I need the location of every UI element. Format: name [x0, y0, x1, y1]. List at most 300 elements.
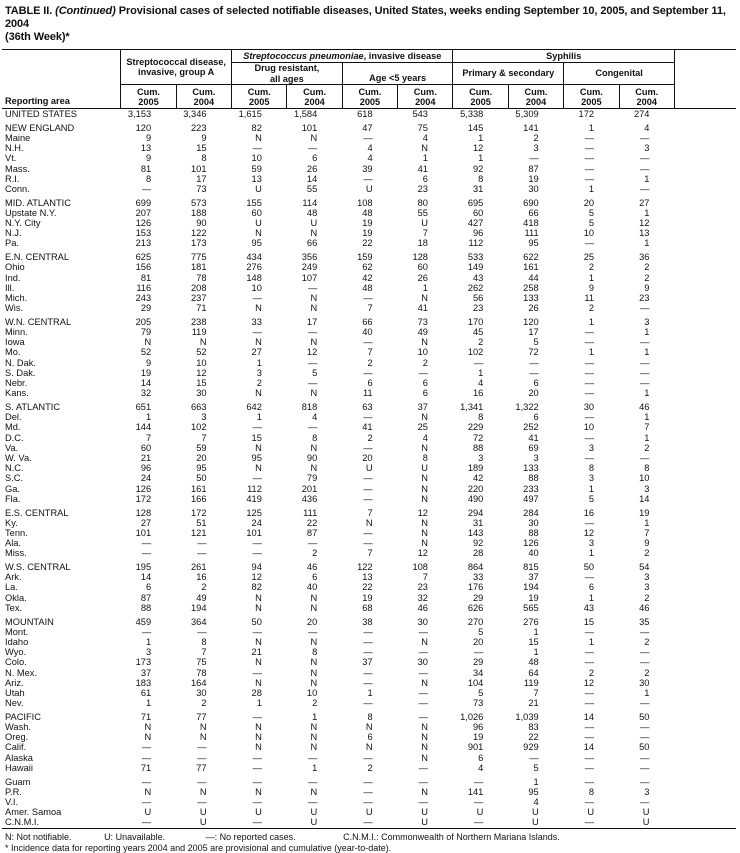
- value-cell: 122: [191, 228, 207, 239]
- value-cell: 96: [140, 463, 152, 474]
- pneumoniae-header: [232, 50, 453, 63]
- value-cell: 622: [523, 252, 539, 263]
- value-cell: —: [363, 173, 373, 184]
- value-cell: —: [363, 483, 373, 494]
- value-cell: —: [363, 412, 373, 423]
- value-cell: —: [584, 517, 595, 528]
- filler-cell: [674, 368, 736, 378]
- value-cell: N: [255, 388, 262, 399]
- value-cell: —: [584, 143, 595, 154]
- value-cell: 30: [528, 183, 539, 194]
- cum-header-1: Cum. 2005: [121, 85, 176, 109]
- value-cell: 2: [201, 582, 207, 593]
- filler-cell: [674, 582, 736, 592]
- reporting-area-cell: N.H.: [5, 143, 24, 154]
- filler-cell: [674, 637, 736, 647]
- table-row: [2, 763, 736, 773]
- congenital-header: Congenital: [564, 63, 675, 85]
- value-cell: 12: [417, 507, 428, 518]
- value-cell: —: [197, 548, 207, 559]
- reporting-area-cell: N. Dak.: [5, 357, 36, 368]
- filler-cell: [674, 273, 736, 283]
- value-cell: —: [307, 776, 318, 787]
- filler-cell: [674, 358, 736, 368]
- value-cell: 92: [472, 538, 484, 549]
- table-row: [2, 787, 736, 797]
- table-title-week: (36th Week)*: [5, 31, 70, 43]
- reporting-area-cell: P.R.: [5, 786, 22, 797]
- value-cell: —: [363, 493, 373, 504]
- value-cell: N: [310, 602, 318, 613]
- value-cell: 12: [251, 572, 262, 583]
- value-cell: 66: [306, 238, 318, 249]
- reporting-area-cell: Pa.: [5, 238, 19, 249]
- value-cell: 27: [251, 347, 262, 358]
- value-cell: 159: [357, 252, 373, 263]
- table-row: [2, 538, 736, 548]
- filler-cell: [674, 133, 736, 143]
- value-cell: 490: [467, 493, 484, 504]
- value-cell: —: [141, 538, 152, 549]
- value-cell: 40: [362, 327, 373, 338]
- value-cell: 48: [528, 657, 539, 668]
- value-cell: 4: [312, 412, 318, 423]
- value-cell: 565: [523, 602, 539, 613]
- value-cell: 7: [367, 548, 373, 559]
- value-cell: —: [418, 687, 428, 698]
- table-title-text: Provisional cases of selected notifiable diseases, United States, weeks ending September 10, 2005, and September 11, 2004: [5, 5, 726, 30]
- reporting-area-cell: Oreg.: [5, 732, 29, 743]
- filler-cell: [674, 763, 736, 773]
- value-cell: 79: [306, 473, 318, 484]
- value-cell: 8: [367, 711, 373, 722]
- cum-header-10: Cum. 2004: [619, 85, 674, 109]
- value-cell: 119: [523, 677, 539, 688]
- value-cell: 16: [472, 388, 484, 399]
- value-cell: 71: [140, 711, 152, 722]
- value-cell: 418: [523, 218, 539, 229]
- value-cell: 651: [135, 401, 152, 412]
- value-cell: 27: [140, 517, 152, 528]
- filler-cell: [674, 174, 736, 184]
- value-cell: 220: [467, 483, 484, 494]
- value-cell: 13: [639, 228, 650, 239]
- value-cell: —: [307, 143, 318, 154]
- value-cell: 9: [588, 282, 595, 293]
- value-cell: 44: [528, 272, 539, 283]
- value-cell: 497: [523, 493, 539, 504]
- value-cell: —: [640, 378, 650, 389]
- value-cell: 6: [312, 153, 318, 164]
- value-cell: 188: [191, 207, 207, 218]
- value-cell: 10: [583, 422, 595, 433]
- value-cell: 32: [417, 592, 428, 603]
- value-cell: 156: [135, 262, 152, 273]
- value-cell: 50: [196, 473, 207, 484]
- value-cell: —: [418, 698, 428, 709]
- value-cell: —: [474, 797, 484, 807]
- value-cell: 60: [417, 262, 428, 273]
- value-cell: —: [307, 282, 318, 293]
- value-cell: 133: [523, 292, 539, 303]
- value-cell: 5: [533, 337, 539, 348]
- cum-header-9: Cum. 2005: [564, 85, 619, 109]
- value-cell: 2: [588, 262, 595, 273]
- value-cell: 1: [588, 483, 595, 494]
- reporting-area-cell: Ariz.: [5, 677, 24, 688]
- value-cell: N: [310, 742, 318, 753]
- table-row: [2, 528, 736, 538]
- filler-cell: [674, 228, 736, 238]
- value-cell: 8: [312, 647, 318, 658]
- reporting-area-cell: Upstate N.Y.: [5, 207, 57, 218]
- value-cell: 14: [639, 493, 650, 504]
- value-cell: 4: [422, 132, 428, 143]
- value-cell: 50: [583, 562, 595, 573]
- table-row: [2, 627, 736, 637]
- value-cell: 33: [251, 316, 262, 327]
- drug-resistant-header: [232, 63, 343, 85]
- value-cell: N: [310, 337, 318, 348]
- table-row: [2, 358, 736, 368]
- reporting-area-cell: Hawaii: [5, 762, 33, 773]
- reporting-area-cell: MOUNTAIN: [5, 616, 54, 627]
- value-cell: 101: [135, 527, 152, 538]
- value-cell: 149: [467, 262, 484, 273]
- value-cell: 96: [472, 228, 484, 239]
- filler-cell: [674, 109, 736, 120]
- table-row: [2, 603, 736, 613]
- value-cell: 161: [191, 483, 207, 494]
- reporting-area-cell: Tenn.: [5, 527, 28, 538]
- value-cell: 2: [588, 667, 595, 678]
- value-cell: 19: [140, 367, 152, 378]
- value-cell: 2: [644, 272, 650, 283]
- value-cell: —: [141, 548, 152, 559]
- reporting-area-cell: W.N. CENTRAL: [5, 316, 72, 327]
- header-row-groups: [2, 50, 736, 63]
- value-cell: N: [310, 677, 318, 688]
- reporting-area-cell: Alaska: [5, 752, 33, 763]
- table-row: [2, 422, 736, 432]
- value-cell: 172: [578, 109, 595, 119]
- value-cell: 22: [306, 517, 318, 528]
- value-cell: 2: [644, 592, 650, 603]
- value-cell: 19: [362, 228, 373, 239]
- value-cell: —: [584, 657, 595, 668]
- value-cell: 8: [588, 786, 595, 797]
- value-cell: 238: [191, 316, 207, 327]
- value-cell: 262: [467, 282, 484, 293]
- value-cell: 41: [362, 422, 373, 433]
- value-cell: 1: [145, 698, 152, 709]
- value-cell: 48: [306, 207, 318, 218]
- value-cell: 19: [639, 507, 650, 518]
- reporting-area-cell: Md.: [5, 422, 21, 433]
- value-cell: 2: [201, 698, 207, 709]
- value-cell: 1: [478, 153, 484, 164]
- value-cell: 82: [251, 582, 262, 593]
- value-cell: —: [640, 752, 650, 763]
- reporting-area-cell: Del.: [5, 412, 22, 423]
- filler-header: [674, 50, 736, 109]
- value-cell: 120: [523, 316, 539, 327]
- value-cell: N: [310, 303, 318, 314]
- value-cell: —: [252, 473, 262, 484]
- value-cell: —: [307, 378, 318, 389]
- value-cell: 111: [303, 507, 318, 518]
- filler-cell: [674, 402, 736, 412]
- age-under5-header: Age <5 years: [342, 63, 453, 85]
- value-cell: —: [640, 698, 650, 709]
- value-cell: 1: [256, 698, 262, 709]
- value-cell: N: [310, 786, 318, 797]
- table-row: [2, 678, 736, 688]
- value-cell: 52: [196, 347, 207, 358]
- value-cell: 8: [644, 463, 650, 474]
- reporting-area-cell: Mo.: [5, 347, 21, 358]
- reporting-area-cell: E.N. CENTRAL: [5, 252, 70, 263]
- table-row: [2, 657, 736, 667]
- value-cell: 95: [251, 238, 262, 249]
- reporting-area-cell: Wis.: [5, 303, 24, 314]
- value-cell: 32: [140, 388, 152, 399]
- value-cell: 27: [639, 197, 650, 208]
- reporting-area-cell: NEW ENGLAND: [5, 122, 75, 133]
- value-cell: 9: [644, 538, 650, 549]
- value-cell: 16: [583, 507, 595, 518]
- value-cell: 194: [191, 602, 207, 613]
- value-cell: 8: [312, 432, 318, 443]
- filler-cell: [674, 668, 736, 678]
- value-cell: 1: [478, 367, 484, 378]
- value-cell: —: [307, 626, 318, 637]
- value-cell: N: [421, 722, 428, 733]
- value-cell: 10: [306, 687, 318, 698]
- value-cell: —: [584, 762, 595, 773]
- value-cell: —: [363, 527, 373, 538]
- value-cell: 8: [145, 173, 152, 184]
- reporting-area-cell: Nebr.: [5, 378, 28, 389]
- value-cell: 35: [639, 616, 650, 627]
- cum-header-6: Cum. 2004: [398, 85, 453, 109]
- value-cell: N: [421, 527, 428, 538]
- filler-cell: [674, 572, 736, 582]
- value-cell: 23: [417, 183, 428, 194]
- value-cell: 10: [251, 282, 262, 293]
- value-cell: 62: [362, 262, 373, 273]
- value-cell: 88: [528, 527, 539, 538]
- value-cell: —: [363, 752, 373, 763]
- value-cell: 73: [417, 316, 428, 327]
- value-cell: —: [418, 647, 428, 658]
- value-cell: 12: [639, 218, 650, 229]
- value-cell: 3: [644, 786, 650, 797]
- value-cell: 6: [478, 752, 484, 763]
- filler-cell: [674, 787, 736, 797]
- value-cell: 172: [135, 493, 152, 504]
- value-cell: —: [584, 817, 595, 828]
- value-cell: 207: [135, 207, 152, 218]
- value-cell: 3: [478, 453, 484, 463]
- value-cell: 95: [528, 238, 539, 249]
- value-cell: 101: [246, 527, 262, 538]
- value-cell: —: [363, 292, 373, 303]
- value-cell: N: [421, 143, 428, 154]
- value-cell: 1: [644, 388, 650, 399]
- value-cell: 49: [196, 592, 207, 603]
- value-cell: —: [584, 238, 595, 249]
- filler-cell: [674, 484, 736, 494]
- value-cell: —: [197, 626, 207, 637]
- value-cell: N: [255, 742, 262, 753]
- value-cell: —: [252, 327, 262, 338]
- value-cell: 1: [644, 347, 650, 358]
- value-cell: —: [584, 776, 595, 787]
- value-cell: 213: [135, 238, 152, 249]
- value-cell: 8: [588, 463, 595, 474]
- value-cell: —: [418, 667, 428, 678]
- reporting-area-cell: UNITED STATES: [5, 109, 77, 119]
- value-cell: 16: [196, 572, 207, 583]
- value-cell: 12: [196, 367, 207, 378]
- value-cell: 50: [251, 616, 262, 627]
- group-a-line1: Streptococcal disease,: [126, 56, 226, 67]
- value-cell: —: [363, 538, 373, 549]
- value-cell: 618: [357, 109, 373, 119]
- value-cell: 78: [196, 667, 207, 678]
- value-cell: 2: [422, 357, 428, 368]
- value-cell: N: [255, 442, 262, 453]
- value-cell: —: [363, 677, 373, 688]
- value-cell: 1,039: [515, 711, 539, 722]
- value-cell: 108: [357, 197, 373, 208]
- value-cell: 4: [367, 143, 373, 154]
- value-cell: 108: [412, 562, 428, 573]
- value-cell: 20: [528, 388, 539, 399]
- value-cell: 41: [528, 432, 539, 443]
- value-cell: 21: [528, 698, 539, 709]
- value-cell: —: [640, 303, 650, 314]
- filler-cell: [674, 422, 736, 432]
- value-cell: 10: [196, 357, 207, 368]
- value-cell: —: [418, 626, 428, 637]
- value-cell: 66: [528, 207, 539, 218]
- value-cell: —: [363, 797, 373, 807]
- value-cell: —: [529, 367, 539, 378]
- value-cell: 815: [523, 562, 539, 573]
- value-cell: 30: [196, 687, 207, 698]
- value-cell: N: [199, 732, 207, 743]
- reporting-area-cell: S.C.: [5, 473, 24, 484]
- value-cell: 2: [312, 548, 318, 559]
- value-cell: 1: [533, 626, 539, 637]
- value-cell: —: [418, 711, 428, 722]
- value-cell: 1: [256, 357, 262, 368]
- value-cell: 6: [533, 412, 539, 423]
- value-cell: 1,615: [238, 109, 262, 119]
- value-cell: —: [584, 732, 595, 743]
- table-row: [2, 647, 736, 657]
- value-cell: 20: [583, 197, 595, 208]
- value-cell: 120: [135, 122, 152, 133]
- value-cell: 205: [135, 316, 152, 327]
- filler-cell: [674, 603, 736, 613]
- table-row: [2, 109, 736, 120]
- value-cell: N: [310, 463, 318, 474]
- footnote-n: N: Not notifiable.: [5, 831, 72, 842]
- value-cell: 1: [644, 432, 650, 443]
- value-cell: —: [363, 786, 373, 797]
- filler-cell: [674, 293, 736, 303]
- filler-cell: [674, 317, 736, 327]
- value-cell: 77: [196, 762, 207, 773]
- value-cell: U: [255, 183, 262, 194]
- value-cell: 3: [588, 473, 595, 484]
- value-cell: 107: [301, 272, 318, 283]
- filler-cell: [674, 453, 736, 463]
- value-cell: 7: [422, 228, 428, 239]
- value-cell: 10: [417, 347, 428, 358]
- value-cell: 90: [196, 218, 207, 229]
- value-cell: 294: [467, 507, 484, 518]
- value-cell: 22: [362, 582, 373, 593]
- filler-cell: [674, 678, 736, 688]
- reporting-area-cell: R.I.: [5, 173, 20, 184]
- value-cell: 818: [301, 401, 318, 412]
- value-cell: 41: [417, 163, 428, 174]
- value-cell: 1: [256, 412, 262, 423]
- value-cell: 223: [191, 122, 207, 133]
- value-cell: 183: [135, 677, 152, 688]
- footnote-legend: [5, 832, 738, 843]
- table-row: [2, 303, 736, 313]
- table-row: [2, 712, 736, 722]
- value-cell: 83: [528, 722, 539, 733]
- table-row: [2, 807, 736, 817]
- value-cell: —: [529, 357, 539, 368]
- value-cell: 1: [644, 517, 650, 528]
- value-cell: 29: [472, 657, 484, 668]
- footnote-cnmi: C.N.M.I.: Commonwealth of Northern Mariana Islands.: [343, 831, 560, 842]
- value-cell: 1: [644, 207, 650, 218]
- value-cell: —: [584, 132, 595, 143]
- table-row: [2, 463, 736, 473]
- value-cell: 20: [472, 636, 484, 647]
- value-cell: U: [199, 817, 207, 828]
- value-cell: —: [363, 337, 373, 348]
- value-cell: N: [310, 722, 318, 733]
- reporting-area-cell: MID. ATLANTIC: [5, 197, 71, 208]
- value-cell: 173: [135, 657, 152, 668]
- footnote-incidence: * Incidence data for reporting years 2004 and 2005 are provisional and cumulative (year-to-date).: [5, 842, 392, 853]
- reporting-area-cell: D.C.: [5, 432, 24, 443]
- filler-cell: [674, 817, 736, 828]
- value-cell: 133: [523, 463, 539, 474]
- table-row: [2, 433, 736, 443]
- value-cell: 25: [583, 252, 595, 263]
- value-cell: 88: [472, 442, 484, 453]
- cum-header-3: Cum. 2005: [232, 85, 287, 109]
- value-cell: 23: [639, 292, 650, 303]
- value-cell: U: [531, 817, 539, 828]
- value-cell: 9: [145, 153, 152, 164]
- value-cell: 5: [478, 687, 484, 698]
- value-cell: 8: [478, 173, 484, 184]
- value-cell: N: [255, 636, 262, 647]
- value-cell: 122: [357, 562, 373, 573]
- table-row: [2, 252, 736, 262]
